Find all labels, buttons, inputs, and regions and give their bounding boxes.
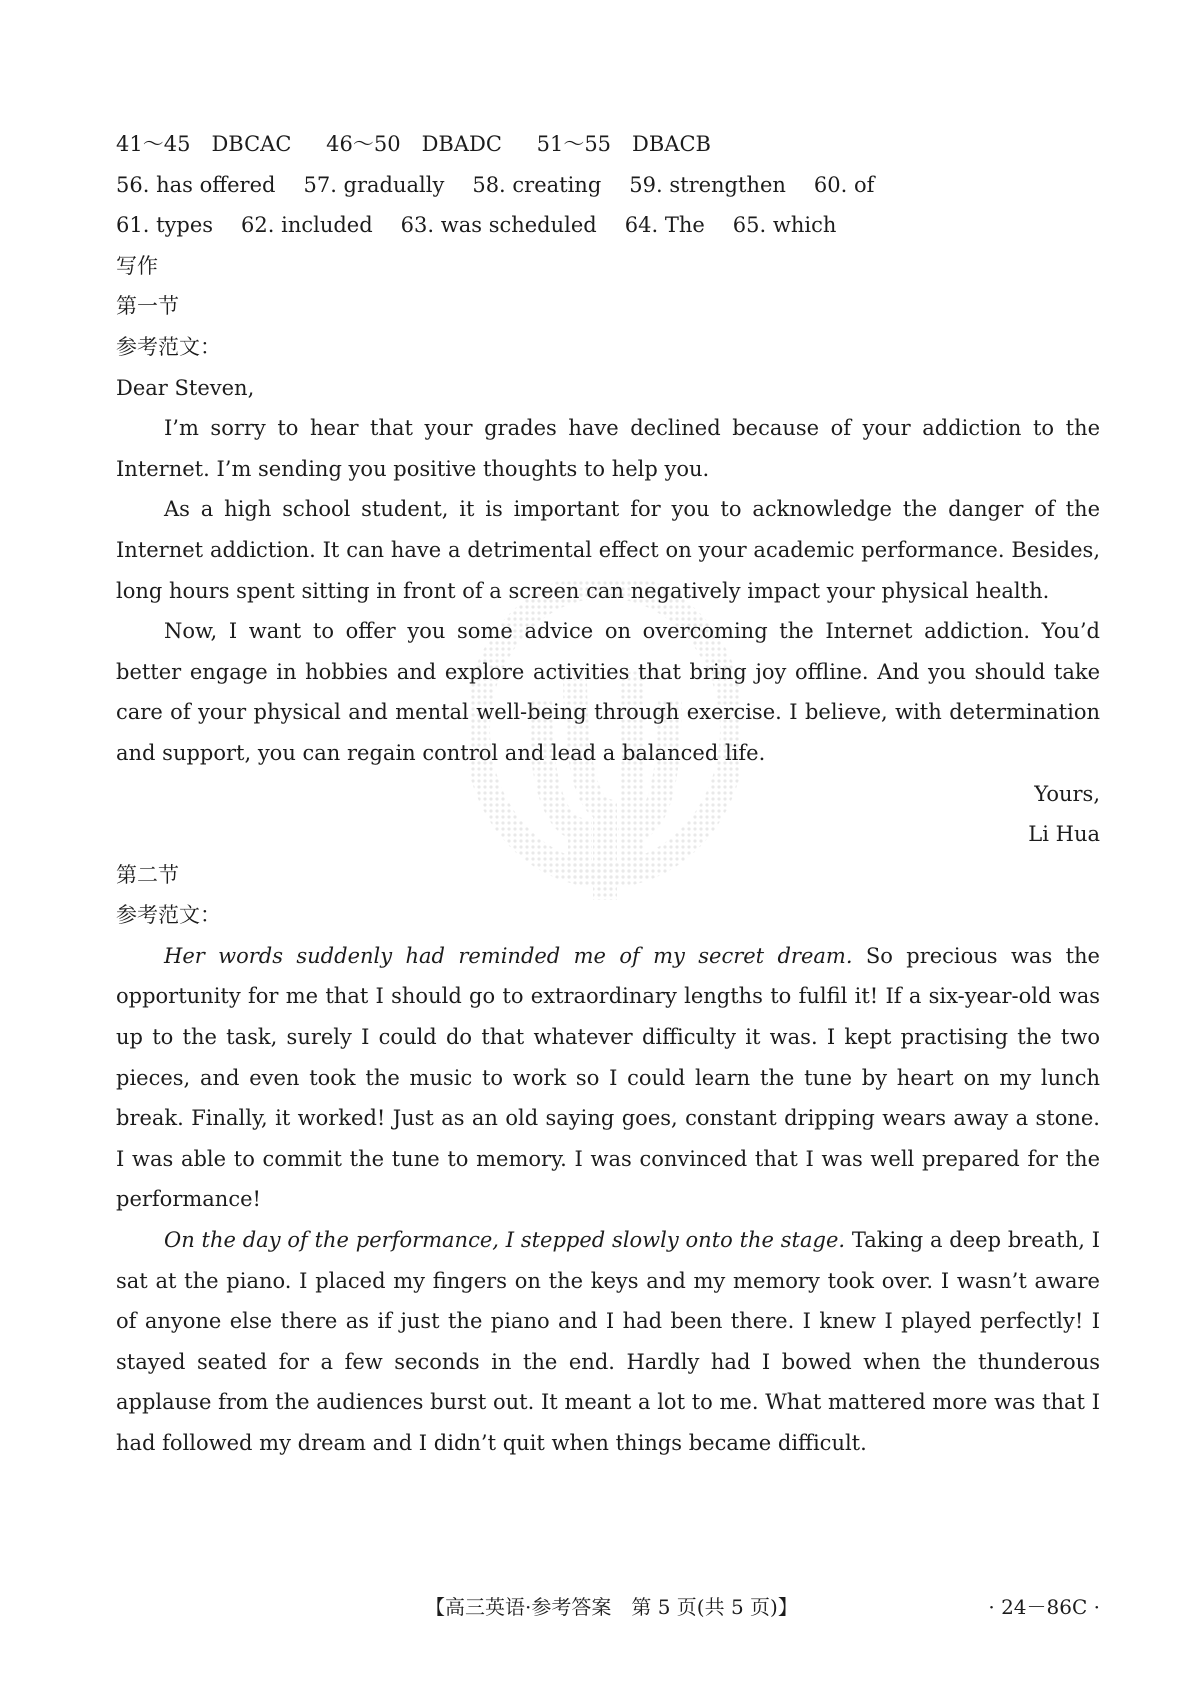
story-lead-sentence: Her words suddenly had reminded me of my secret dream.	[164, 943, 853, 968]
answer-row-56-60: 56. has offered 57. gradually 58. creating 59. strengthen 60. of	[116, 172, 875, 197]
story-paragraph-2: On the day of the performance, I stepped slowly onto the stage. Taking a deep breath, I sat at the piano. I placed my fingers on the keys and my memory took over. I wasn’t aware of anyone else there as if just the piano and I had been there. I knew I played perfectly! I stayed seated for a few seconds in the end. Hardly had I bowed when the thunderous applause from the audiences burst out. It meant a lot to me. What mattered more was that I had followed my dream and I didn’t quit when things became difficult.	[116, 1228, 1100, 1455]
letter-signature: Li Hua	[1028, 822, 1100, 847]
section2-heading: 第二节	[116, 862, 179, 887]
letter-paragraph: I’m sorry to hear that your grades have declined because of your addiction to the Internet. I’m sending you positive thoughts to help you.	[116, 416, 1100, 481]
section1-heading: 第一节	[116, 294, 179, 319]
section1-label: 参考范文：	[116, 334, 221, 359]
writing-heading: 写作	[116, 253, 158, 278]
answer-row-61-65: 61. types 62. included 63. was scheduled 64. The 65. which	[116, 213, 837, 238]
story-paragraph-1: Her words suddenly had reminded me of my secret dream. So precious was the opportunity for me that I should go to extraordinary lengths to fulfil it! If a six-year-old was up to the task, surely I could do that whatever difficulty it was. I kept practising the two pieces, and even took the music to work so I could learn the tune by heart on my lunch break. Finally, it worked! Just as an old saying goes, constant dripping wears away a stone. I was able to commit the tune to memory. I was convinced that I was well prepared for the performance!	[116, 943, 1100, 1212]
letter-paragraph: Now, I want to offer you some advice on overcoming the Internet addiction. You’d better engage in hobbies and explore activities that bring joy offline. And you should take care of your physical and mental well-being through exercise. I believe, with determination and support, you can regain control and lead a balanced life.	[116, 619, 1100, 765]
answer-row-41-55: 41～45 DBCAC 46～50 DBADC 51～55 DBACB	[116, 132, 711, 156]
story-lead-sentence: On the day of the performance, I stepped slowly onto the stage.	[164, 1228, 846, 1253]
page-footer	[0, 1592, 1200, 1622]
section2-label: 参考范文：	[116, 903, 221, 928]
footer-page-info: 【高三英语·参考答案 第 5 页(共 5 页)】	[425, 1595, 798, 1619]
letter-greeting: Dear Steven,	[116, 375, 255, 400]
footer-doc-code: · 24－86C ·	[988, 1595, 1100, 1619]
page-content	[116, 124, 1100, 1464]
letter-paragraph: As a high school student, it is important for you to acknowledge the danger of the Internet addiction. It can have a detrimental effect on your academic performance. Besides, long hours spent sitting in front of a screen can negatively impact your physical health.	[116, 497, 1100, 603]
letter-closing: Yours,	[1034, 781, 1100, 806]
